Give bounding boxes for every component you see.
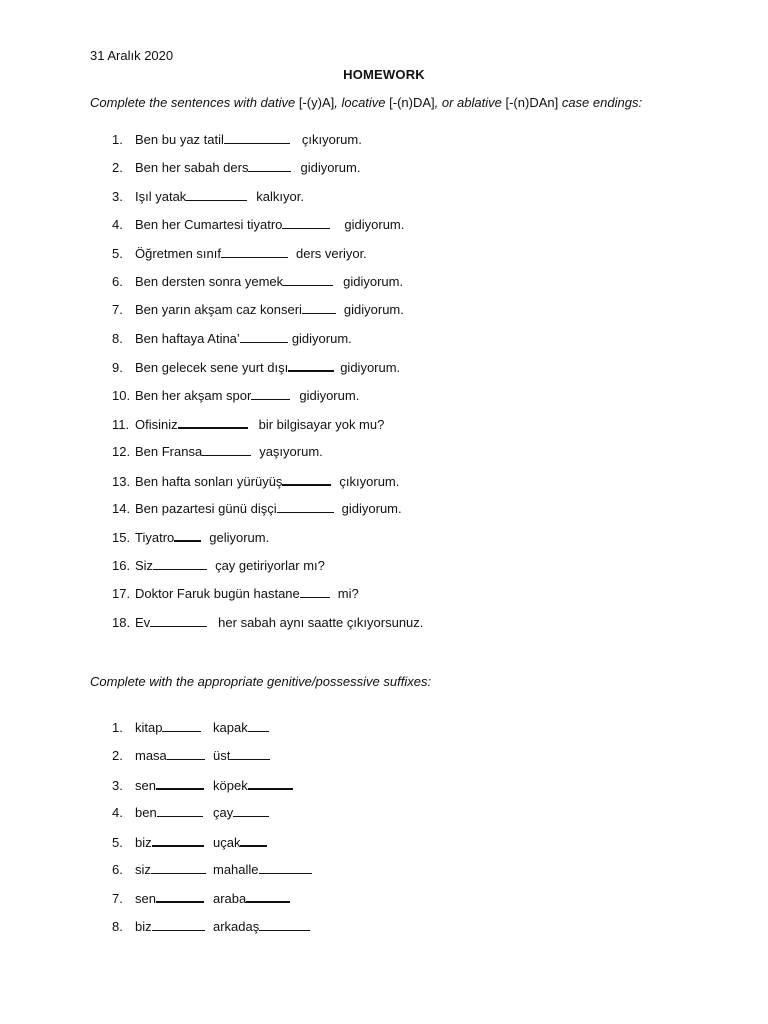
sentence-item (112, 586, 423, 614)
sentence-start: Öğretmen sınıf (135, 245, 221, 261)
item-number: 5. (112, 245, 123, 261)
answer-blank[interactable] (277, 501, 334, 513)
item-number: 8. (112, 918, 123, 934)
answer-blank[interactable] (186, 189, 247, 201)
sentence-item (112, 388, 423, 416)
sentence-start: Ben her Cumartesi tiyatro (135, 217, 283, 233)
suffix-item (112, 834, 312, 862)
item-number: 9. (112, 360, 123, 376)
word-a: siz (135, 861, 151, 877)
sentence-end: gidiyorum. (340, 360, 401, 376)
answer-blank[interactable] (282, 473, 331, 486)
sentence-start: Ben bu yaz tatil (135, 132, 224, 147)
word-a: sen (135, 891, 156, 907)
item-number: 11. (112, 416, 130, 432)
answer-blank[interactable] (153, 558, 207, 570)
answer-blank[interactable] (300, 586, 330, 598)
answer-blank[interactable] (259, 862, 312, 874)
sentence-start: Doktor Faruk bugün hastane (135, 586, 300, 602)
sentence-start: Siz (135, 557, 154, 573)
answer-blank[interactable] (221, 246, 288, 258)
answer-blank[interactable] (240, 331, 288, 343)
sentence-end: gidiyorum. (300, 160, 361, 176)
item-number: 4. (112, 217, 123, 233)
answer-blank[interactable] (240, 834, 267, 847)
word-a: kitap (135, 720, 163, 735)
word-a: biz (135, 834, 152, 850)
sentence-start: Ben her sabah ders (135, 160, 249, 176)
sentence-item (112, 444, 423, 472)
instruction-text: , or ablative (434, 95, 506, 110)
word-a: masa (135, 748, 167, 764)
answer-blank[interactable] (152, 834, 204, 847)
sentence-end: gidiyorum. (341, 501, 402, 517)
sentence-end: çay getiriyorlar mı? (215, 557, 325, 573)
item-number: 1. (112, 720, 123, 735)
sentence-end: her sabah aynı saatte çıkıyorsunuz. (218, 614, 424, 630)
sentence-end: gidiyorum. (343, 302, 404, 318)
sentence-start: Ev (135, 614, 151, 630)
item-number: 10. (112, 387, 131, 403)
ablative-suffix: [-(n)DAn] (505, 95, 559, 110)
item-number: 6. (112, 273, 123, 289)
sentence-start: Ben gelecek sene yurt dışı (135, 360, 289, 376)
sentence-end: ders veriyor. (295, 245, 367, 261)
item-number: 4. (112, 805, 123, 821)
answer-blank[interactable] (302, 302, 336, 314)
answer-blank[interactable] (259, 919, 310, 931)
item-number: 2. (112, 748, 123, 764)
page-title: HOMEWORK (343, 67, 425, 82)
item-number: 2. (112, 160, 123, 176)
sentence-item (112, 189, 423, 217)
sentence-start: Ben her akşam spor (135, 387, 252, 403)
section2-instruction: Complete with the appropriate genitive/possessive suffixes: (90, 674, 432, 689)
word-b: araba (213, 891, 247, 907)
item-number: 18. (112, 614, 131, 630)
item-number: 3. (112, 777, 123, 793)
sentence-end: gidiyorum. (299, 387, 360, 403)
instruction-text: case endings: (558, 95, 643, 110)
sentence-end: çıkıyorum. (301, 132, 362, 147)
answer-blank[interactable] (288, 359, 334, 372)
suffix-list (112, 720, 312, 947)
word-b: çay (213, 805, 234, 821)
answer-blank[interactable] (167, 748, 205, 760)
locative-suffix: [-(n)DA] (389, 95, 435, 110)
word-b: mahalle (213, 861, 259, 877)
section1-instruction (90, 95, 642, 110)
item-number: 12. (112, 444, 131, 460)
sentence-item (112, 473, 423, 501)
answer-blank[interactable] (150, 615, 207, 627)
sentence-start: Ofisiniz (135, 416, 178, 432)
sentence-end: geliyorum. (209, 530, 270, 546)
word-a: biz (135, 918, 152, 934)
sentence-end: kalkıyor. (256, 188, 304, 204)
suffix-item (112, 919, 312, 947)
word-b: üst (213, 748, 231, 764)
answer-blank[interactable] (156, 890, 204, 903)
sentence-start: Ben hafta sonları yürüyüş (135, 473, 283, 489)
sentence-item (112, 501, 423, 529)
item-number: 16. (112, 557, 131, 573)
sentence-item (112, 558, 423, 586)
sentence-end: gidiyorum. (291, 330, 352, 346)
sentence-item (112, 217, 423, 245)
item-number: 7. (112, 302, 123, 318)
suffix-item (112, 805, 312, 833)
suffix-item (112, 862, 312, 890)
sentence-item (112, 529, 423, 557)
answer-blank[interactable] (248, 777, 293, 790)
sentence-end: gidiyorum. (344, 217, 405, 233)
answer-blank[interactable] (282, 217, 330, 229)
sentence-start: Işıl yatak (135, 188, 187, 204)
suffix-item (112, 890, 312, 918)
sentence-end: yaşıyorum. (259, 444, 323, 460)
sentence-item (112, 331, 423, 359)
sentence-item (112, 160, 423, 188)
item-number: 1. (112, 132, 123, 147)
item-number: 15. (112, 530, 131, 546)
sentence-end: çıkıyorum. (339, 473, 400, 489)
sentence-start: Ben Fransa (135, 444, 203, 460)
answer-blank[interactable] (248, 720, 269, 732)
sentence-item (112, 416, 423, 444)
date-label: 31 Aralık 2020 (90, 48, 174, 63)
answer-blank[interactable] (178, 416, 248, 429)
answer-blank[interactable] (157, 805, 203, 817)
answer-blank[interactable] (162, 720, 201, 732)
answer-blank[interactable] (152, 919, 205, 931)
answer-blank[interactable] (283, 274, 333, 286)
answer-blank[interactable] (230, 748, 270, 760)
word-b: arkadaş (213, 918, 260, 934)
dative-suffix: [-(y)A] (298, 95, 335, 110)
suffix-item (112, 748, 312, 776)
word-a: ben (135, 805, 157, 821)
sentence-item (112, 132, 423, 160)
item-number: 17. (112, 586, 131, 602)
instruction-text: , locative (334, 95, 390, 110)
answer-blank[interactable] (156, 777, 204, 790)
sentence-end: mi? (337, 586, 359, 602)
instruction-text: Complete the sentences with dative (90, 95, 299, 110)
sentence-start: Ben dersten sonra yemek (135, 273, 284, 289)
sentence-item (112, 274, 423, 302)
word-b: kapak (213, 720, 248, 735)
sentence-item (112, 302, 423, 330)
answer-blank[interactable] (202, 444, 251, 456)
sentence-end: gidiyorum. (343, 273, 404, 289)
sentence-item (112, 359, 423, 387)
word-b: uçak (213, 834, 241, 850)
answer-blank[interactable] (248, 160, 291, 172)
sentence-item (112, 246, 423, 274)
sentence-item (112, 615, 423, 643)
sentence-start: Ben pazartesi günü dişçi (135, 501, 277, 517)
item-number: 5. (112, 834, 123, 850)
sentence-list (112, 132, 423, 643)
answer-blank[interactable] (246, 890, 290, 903)
item-number: 3. (112, 188, 123, 204)
item-number: 6. (112, 861, 123, 877)
answer-blank[interactable] (224, 132, 290, 144)
word-b: köpek (213, 777, 248, 793)
item-number: 8. (112, 330, 123, 346)
sentence-start: Tiyatro (135, 530, 175, 546)
word-a: sen (135, 777, 156, 793)
answer-blank[interactable] (151, 862, 206, 874)
item-number: 14. (112, 501, 131, 517)
sentence-start: Ben yarın akşam caz konseri (135, 302, 302, 318)
suffix-item (112, 720, 312, 748)
item-number: 13. (112, 473, 131, 489)
answer-blank[interactable] (174, 529, 201, 542)
answer-blank[interactable] (251, 388, 290, 400)
item-number: 7. (112, 891, 123, 907)
sentence-end: bir bilgisayar yok mu? (258, 416, 385, 432)
sentence-start: Ben haftaya Atina’ (135, 330, 240, 346)
suffix-item (112, 777, 312, 805)
answer-blank[interactable] (233, 805, 269, 817)
